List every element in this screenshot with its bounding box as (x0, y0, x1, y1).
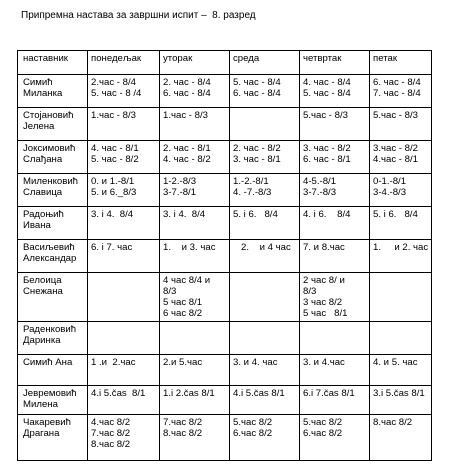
schedule-cell: 4. и 5. час (370, 355, 432, 386)
schedule-cell: 0-1.-8/1 3-4.-8/3 (370, 174, 432, 207)
teacher-name-cell: Стојановић Јелена (18, 108, 88, 141)
teacher-name-cell: Јевремовић Милена (18, 386, 88, 415)
schedule-cell: 3.і 5.čas 8/1 (370, 386, 432, 415)
header-cell: четвртак (300, 51, 370, 75)
schedule-cell: 4 час 8/4 и 8/3 5 час 8/1 6 час 8/2 (160, 273, 230, 322)
teacher-name-cell: Васиљевић Александар (18, 240, 88, 273)
schedule-cell: 3. и 4.час (300, 355, 370, 386)
table-row (18, 240, 432, 273)
schedule-cell: 6.і 7.čas 8/1 (300, 386, 370, 415)
schedule-cell: 1.і 2.čas 8/1 (160, 386, 230, 415)
teacher-name-cell: Симић Миланка (18, 75, 88, 108)
table-row (18, 322, 432, 355)
schedule-cell: 6. і 7. час (88, 240, 160, 273)
schedule-table (17, 50, 432, 461)
schedule-cell (88, 322, 160, 355)
schedule-cell: 3. и 4. час (230, 355, 300, 386)
schedule-cell: 4.і 5.čas 8/1 (230, 386, 300, 415)
schedule-cell: 1 .и 2.час (88, 355, 160, 386)
header-cell: петак (370, 51, 432, 75)
teacher-name-cell: Раденковић Даринка (18, 322, 88, 355)
schedule-cell: 5. і 6. 8/4 (370, 207, 432, 240)
schedule-cell: 2.и 5.час (160, 355, 230, 386)
teacher-name-cell: Јоксимовић Слађана (18, 141, 88, 174)
schedule-cell: 4.і 5.čas 8/1 (88, 386, 160, 415)
schedule-cell (88, 273, 160, 322)
schedule-cell: 4.час 8/2 7.час 8/2 8.час 8/2 (88, 415, 160, 461)
schedule-cell (230, 322, 300, 355)
header-cell: уторак (160, 51, 230, 75)
schedule-cell (300, 322, 370, 355)
header-cell: наставник (18, 51, 88, 75)
table-row (18, 415, 432, 461)
table-row (18, 207, 432, 240)
schedule-cell: 2 час 8/ и 8/3 3 час 8/2 5 час 8/1 (300, 273, 370, 322)
schedule-cell: 5.час 8/2 6.час 8/2 (230, 415, 300, 461)
schedule-cell: 1. и 3. час (160, 240, 230, 273)
table-row (18, 386, 432, 415)
schedule-cell: 5. і 6. 8/4 (230, 207, 300, 240)
schedule-cell: 5. час - 8/4 6. час - 8/4 (230, 75, 300, 108)
schedule-cell: 5.час - 8/3 (370, 108, 432, 141)
page-title: Припремна настава за завршни испит – 8. разред (21, 10, 256, 21)
schedule-cell: 7. и 8.час (300, 240, 370, 273)
table-row (18, 75, 432, 108)
schedule-cell: 1.час - 8/3 (88, 108, 160, 141)
schedule-cell: 3.час - 8/2 4.час - 8/1 (370, 141, 432, 174)
schedule-cell: 1. и 2. час (370, 240, 432, 273)
schedule-cell: 2. час - 8/4 6. час - 8/4 (160, 75, 230, 108)
table-row (18, 273, 432, 322)
schedule-cell: 2. час - 8/2 3. час - 8/1 (230, 141, 300, 174)
schedule-cell: 2. и 4 час (230, 240, 300, 273)
schedule-cell: 4. і 6. 8/4 (300, 207, 370, 240)
table-row (18, 355, 432, 386)
schedule-cell (230, 273, 300, 322)
schedule-cell (370, 273, 432, 322)
schedule-cell: 5.час 8/2 6.час 8/2 (300, 415, 370, 461)
teacher-name-cell: Чакаревић Драгана (18, 415, 88, 461)
schedule-cell: 1.час - 8/3 (160, 108, 230, 141)
schedule-cell: 6. час - 8/4 7. час - 8/4 (370, 75, 432, 108)
teacher-name-cell: Радоњић Ивана (18, 207, 88, 240)
teacher-name-cell: Миленковић Славица (18, 174, 88, 207)
schedule-cell: 1-2.-8/3 3-7.-8/1 (160, 174, 230, 207)
header-cell: среда (230, 51, 300, 75)
table-row (18, 141, 432, 174)
schedule-cell: 3. час - 8/2 6. час - 8/1 (300, 141, 370, 174)
schedule-cell (370, 322, 432, 355)
header-cell: понедељак (88, 51, 160, 75)
schedule-cell (160, 322, 230, 355)
schedule-cell: 4. час - 8/4 5. час - 8/4 (300, 75, 370, 108)
schedule-cell (230, 108, 300, 141)
schedule-cell: 7.час 8/2 8.час 8/2 (160, 415, 230, 461)
schedule-cell: 4-5.-8/1 3-7.-8/3 (300, 174, 370, 207)
schedule-cell: 0. и 1.-8/1 5. и 6._8/3 (88, 174, 160, 207)
schedule-cell: 8.час 8/2 (370, 415, 432, 461)
header-row (18, 51, 432, 75)
schedule-cell: 3. і 4. 8/4 (160, 207, 230, 240)
schedule-cell: 5.час - 8/3 (300, 108, 370, 141)
schedule-cell: 2.час - 8/4 5. час - 8 /4 (88, 75, 160, 108)
schedule-cell: 1.-2.-8/1 4. -7.-8/3 (230, 174, 300, 207)
table-row (18, 174, 432, 207)
teacher-name-cell: Белоица Снежана (18, 273, 88, 322)
teacher-name-cell: Симић Ана (18, 355, 88, 386)
schedule-cell: 2. час - 8/1 4. час - 8/2 (160, 141, 230, 174)
table-row (18, 108, 432, 141)
schedule-cell: 3. і 4. 8/4 (88, 207, 160, 240)
schedule-cell: 4. час - 8/1 5. час - 8/2 (88, 141, 160, 174)
